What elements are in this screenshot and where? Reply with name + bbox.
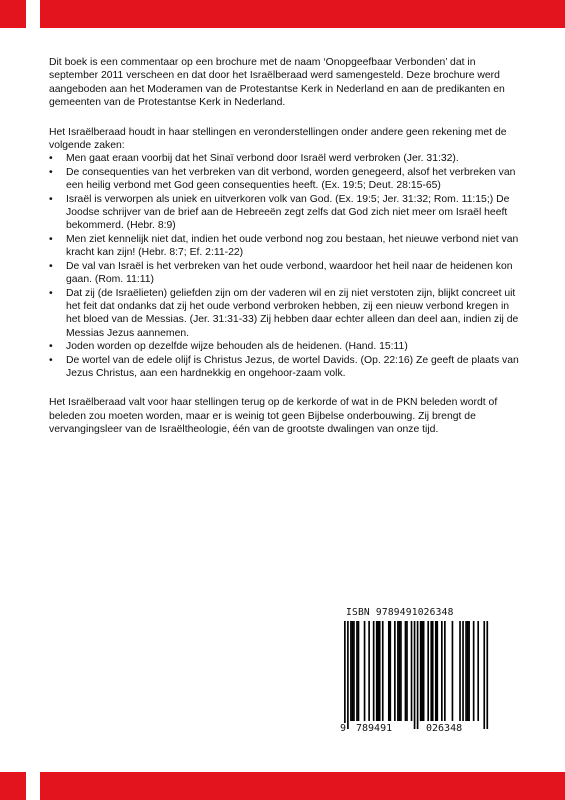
barcode-digits-right: 026348 <box>426 723 463 734</box>
barcode-bar <box>432 621 434 721</box>
barcode-bar <box>444 621 446 721</box>
list-item: • Joden worden op dezelfde wijze behouden als de heidenen. (Hand. 15:11) <box>49 341 408 353</box>
barcode-bar <box>411 621 413 721</box>
barcode-bar <box>417 621 419 729</box>
barcode-bar <box>389 621 391 721</box>
barcode-bar <box>368 621 370 721</box>
barcode-bar <box>376 621 378 721</box>
barcode-bar <box>483 621 485 729</box>
closing-paragraph: Het Israëlberaad valt voor haar stellingen terug op de kerkorde of wat in de PKN beleden wordt of beleden zou moeten worden, maar er is weinig tot geen Bijbelse onderbouwing. Zij brengt de vervangingsleer van de Israëltheologie, één van de grootste dwalingen van onze tijd. <box>49 397 498 436</box>
list-item: • Israël is verworpen als uniek en uitverkoren volk van God. (Ex. 19:5; Jer. 31:32; Rom. 11:15;) De Joodse schrijver van de brief aan de Hebreeën zegt zelfs dat God zich niet meer om Israël heeft bekommerd. (Hebr. 8:9) <box>49 193 510 232</box>
barcode-bar <box>382 621 384 721</box>
barcode-bar <box>414 621 416 729</box>
bullet-icon: • <box>49 287 53 299</box>
list-item: • De val van Israël is het verbreken van het oude verbond, waardoor het heil naar de heidenen kon gaan. (Rom. 11:11) <box>49 260 513 286</box>
barcode-bar <box>373 621 375 721</box>
barcode-digit-lead: 9 <box>340 723 347 734</box>
points-list <box>49 152 521 380</box>
barcode-bar <box>379 621 381 721</box>
barcode-bar <box>406 621 408 721</box>
barcode-bar <box>441 621 443 721</box>
bottom-red-band <box>0 772 565 800</box>
barcode-bar <box>364 621 366 721</box>
barcode-bar <box>486 621 488 729</box>
barcode-bar <box>468 621 470 721</box>
bullet-icon: • <box>49 233 53 245</box>
barcode-bar <box>436 621 438 721</box>
barcode-bar <box>388 621 390 721</box>
barcode-bar <box>353 621 355 721</box>
bottom-band-left <box>0 772 26 800</box>
intro-paragraph: Dit boek is een commentaar op een brochure met de naam ‘Onopgeefbaar Verbonden’ dat in september 2011 verscheen en dat door het Israëlberaad werd samengesteld. Deze brochure werd aangeboden aan het Moderamen van de Protestantse Kerk in Nederland en aan de predikanten en gemeenten van de Protestantse Kerk in Nederland. <box>49 57 505 109</box>
barcode-bar <box>467 621 469 721</box>
isbn-barcode <box>341 607 491 739</box>
bullet-icon: • <box>49 341 53 353</box>
barcode-digits <box>341 723 491 737</box>
back-cover-text <box>49 56 521 453</box>
list-item: • Men ziet kennelijk niet dat, indien het oude verbond nog zou bestaan, het nieuwe verbond niet van kracht kan zijn! (Hebr. 8:7; Ef. 2:11-22) <box>49 233 519 259</box>
barcode-bar <box>473 621 475 721</box>
barcode-bar <box>421 621 423 721</box>
barcode-bar <box>397 621 399 721</box>
barcode-bar <box>459 621 461 721</box>
barcode-bar <box>427 621 429 721</box>
top-band-left <box>0 0 26 28</box>
bullet-icon: • <box>49 260 53 272</box>
barcode-bar <box>435 621 437 721</box>
barcode-bar <box>347 621 349 729</box>
top-band-right <box>40 0 565 28</box>
bullet-icon: • <box>49 153 53 165</box>
barcode-bar <box>377 621 379 721</box>
barcode-bar <box>405 621 407 721</box>
barcode-bar <box>344 621 346 729</box>
barcode-bar <box>352 621 354 721</box>
barcode-bar <box>356 621 358 721</box>
barcode-bar <box>477 621 479 721</box>
barcode-bar <box>399 621 401 721</box>
barcode-bar <box>358 621 360 721</box>
isbn-label: ISBN 9789491026348 <box>346 607 454 618</box>
barcode-digits-left: 789491 <box>356 723 393 734</box>
bullet-icon: • <box>49 193 53 205</box>
barcode-bar <box>462 621 464 721</box>
list-item: • Dat zij (de Israëlieten) geliefden zijn om der vaderen wil en zij niet verstoten zijn, blijkt concreet uit het feit dat ondanks dat zij het oude verbond verbroken hebben, zij een nieuw verbond kregen in het bloed van de Messias. (Jer. 31:31-33) Zij hebben daar echter alleen dan deel aan, indien zij de Messias Jezus aannemen. <box>49 287 519 339</box>
bullet-icon: • <box>49 354 53 366</box>
barcode-bar <box>400 621 402 721</box>
barcode-bar <box>423 621 425 721</box>
barcode-bar <box>350 621 352 721</box>
barcode-bars <box>341 621 491 729</box>
bottom-band-right <box>40 772 565 800</box>
barcode-bar <box>430 621 432 721</box>
barcode-bar <box>420 621 422 721</box>
list-item: • Men gaat eraan voorbij dat het Sinaï verbond door Israël werd verbroken (Jer. 31:32). <box>49 153 459 165</box>
list-intro: Het Israëlberaad houdt in haar stellingen en veronderstellingen onder andere geen rekening met de volgende zaken: <box>49 126 507 152</box>
barcode-bar <box>394 621 396 721</box>
barcode-bar <box>465 621 467 721</box>
list-item: • De consequenties van het verbreken van dit verbond, worden genegeerd, alsof het verbreken van een heilig verbond met God geen consequenties heeft. (Ex. 19:5; Deut. 28:15-65) <box>49 166 516 192</box>
list-item: • De wortel van de edele olijf is Christus Jezus, de wortel Davids. (Op. 22:16) Ze geeft de plaats van Jezus Christus, aan een hardnekkig en ongehoor-zaam volk. <box>49 354 519 379</box>
barcode-bar <box>452 621 454 721</box>
bullet-icon: • <box>49 166 53 178</box>
top-red-band <box>0 0 565 28</box>
